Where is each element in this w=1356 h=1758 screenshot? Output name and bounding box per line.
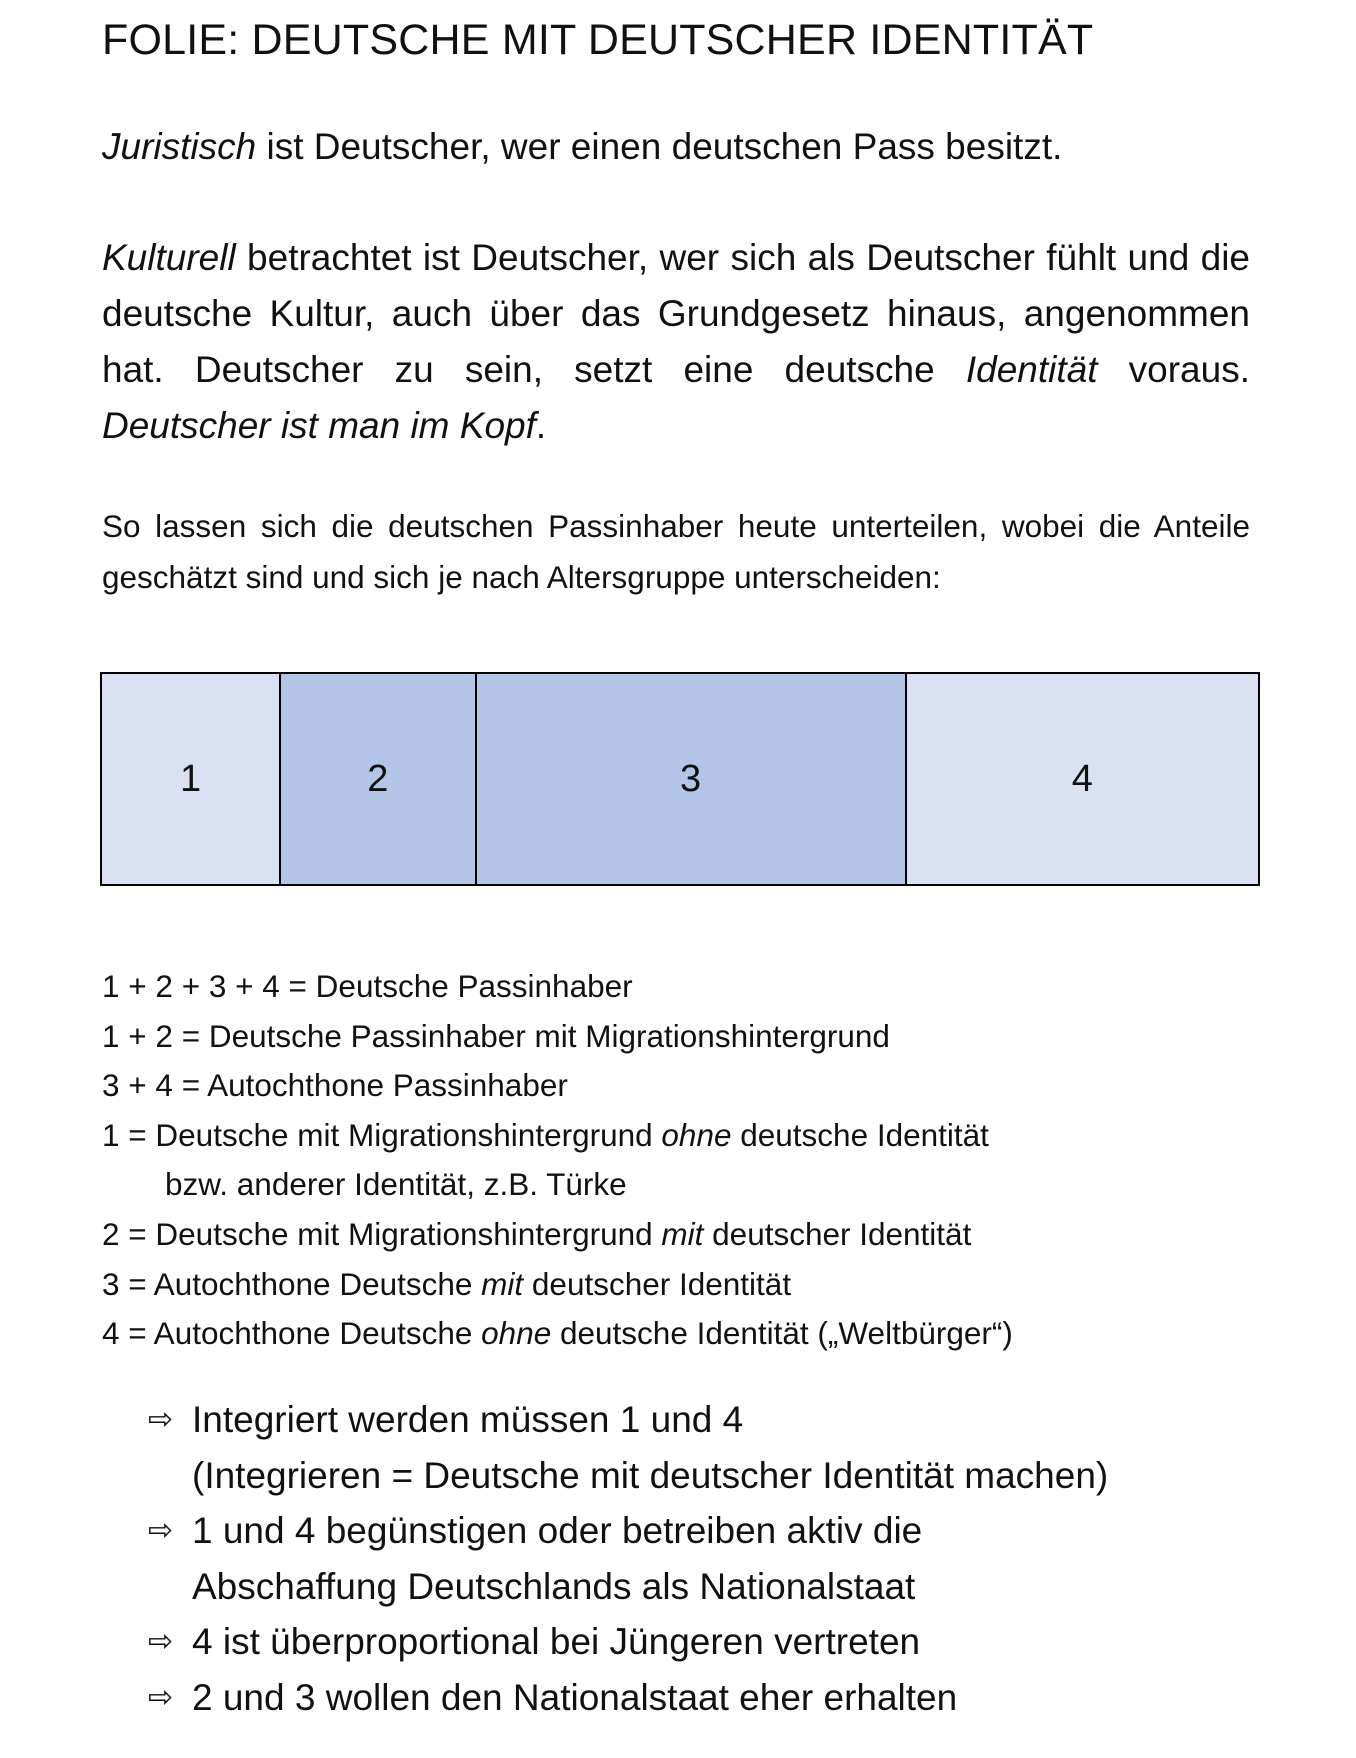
paragraph-legal-text: ist Deutscher, wer einen deutschen Pass besitzt.: [256, 126, 1063, 167]
legend-text-emphasis: mit: [481, 1265, 524, 1302]
paragraph-legal-definition: [102, 119, 1250, 175]
legend-text-pre: 1 = Deutsche mit Migrationshintergrund: [102, 1116, 662, 1153]
segment-1: 1: [102, 674, 281, 884]
conclusion-line: 4 ist überproportional bei Jüngeren vertreten: [192, 1621, 921, 1662]
segment-4: 4: [907, 674, 1258, 884]
conclusion-text: [192, 1503, 922, 1614]
white-right-arrow-icon: ⇨: [148, 1625, 174, 1658]
legend-line: [102, 1111, 1262, 1161]
legend-text-pre: 4 = Autochthone Deutsche: [102, 1315, 482, 1352]
legend-line: [102, 1309, 1262, 1359]
white-right-arrow-icon: ⇨: [148, 1514, 174, 1547]
conclusion-item: [148, 1392, 1258, 1503]
page-title: FOLIE: DEUTSCHE MIT DEUTSCHER IDENTITÄT: [102, 16, 1094, 64]
legend-text-emphasis: mit: [661, 1215, 704, 1252]
conclusion-item: [148, 1670, 1258, 1726]
conclusions-list: [148, 1392, 1258, 1725]
legend-text-post: deutscher Identität: [523, 1265, 792, 1302]
conclusion-line: Integriert werden müssen 1 und 4: [192, 1399, 744, 1440]
white-right-arrow-icon: ⇨: [148, 1680, 174, 1714]
conclusion-line: (Integrieren = Deutsche mit deutscher Identität machen): [192, 1454, 1109, 1496]
legend-line: 1 + 2 + 3 + 4 = Deutsche Passinhaber: [102, 968, 633, 1004]
conclusion-line: 1 und 4 begünstigen oder betreiben aktiv die: [192, 1510, 923, 1551]
conclusion-item: [148, 1503, 1258, 1614]
emphasis-juristisch: Juristisch: [102, 126, 257, 167]
legend-text-emphasis: ohne: [661, 1116, 732, 1153]
legend-text-post: deutsche Identität („Weltbürger“): [551, 1315, 1013, 1352]
legend-text-pre: 2 = Deutsche mit Migrationshintergrund: [102, 1215, 662, 1252]
legend-line: 1 + 2 = Deutsche Passinhaber mit Migrationshintergrund: [102, 1017, 890, 1054]
emphasis-kopf: Deutscher ist man im Kopf: [102, 405, 536, 446]
paragraph-cultural-text-1: betrachtet ist Deutscher, wer sich als Deutscher fühlt und die deutsche Kultur, auch über das Grundgesetz hinaus, angenommen hat. Deutscher zu sein, setzt eine deutsche: [102, 237, 1250, 390]
conclusion-item: [148, 1614, 1258, 1670]
legend-text-pre: 3 = Autochthone Deutsche: [102, 1265, 482, 1302]
segment-bar: [100, 672, 1260, 886]
conclusion-line: Abschaffung Deutschlands als Nationalstaat: [192, 1565, 916, 1607]
emphasis-kulturell: Kulturell: [102, 237, 236, 278]
paragraph-intro-division: So lassen sich die deutschen Passinhaber heute unterteilen, wobei die Anteile geschätzt sind und sich je nach Altersgruppe unterscheiden:: [102, 508, 1250, 595]
white-right-arrow-icon: ⇨: [148, 1403, 174, 1436]
conclusion-text: [192, 1614, 920, 1670]
emphasis-identitaet: Identität: [965, 349, 1098, 390]
legend-line: bzw. anderer Identität, z.B. Türke: [165, 1166, 627, 1203]
legend-line: 3 + 4 = Autochthone Passinhaber: [102, 1067, 568, 1104]
legend-list: [102, 962, 1262, 1359]
segment-2: 2: [281, 674, 476, 884]
paragraph-cultural-definition: [102, 230, 1250, 454]
legend-line: [102, 1260, 1262, 1310]
legend-line: [102, 1210, 1262, 1260]
legend-text-emphasis: ohne: [481, 1315, 552, 1352]
paragraph-cultural-text-2: voraus.: [1097, 349, 1250, 390]
legend-text-post: deutscher Identität: [703, 1215, 972, 1252]
conclusion-line: 2 und 3 wollen den Nationalstaat eher erhalten: [192, 1676, 958, 1718]
segment-3: 3: [477, 674, 907, 884]
conclusion-text: [192, 1670, 957, 1726]
legend-text-post: deutsche Identität: [731, 1116, 989, 1153]
conclusion-text: [192, 1392, 1108, 1503]
paragraph-cultural-text-3: .: [535, 405, 547, 446]
